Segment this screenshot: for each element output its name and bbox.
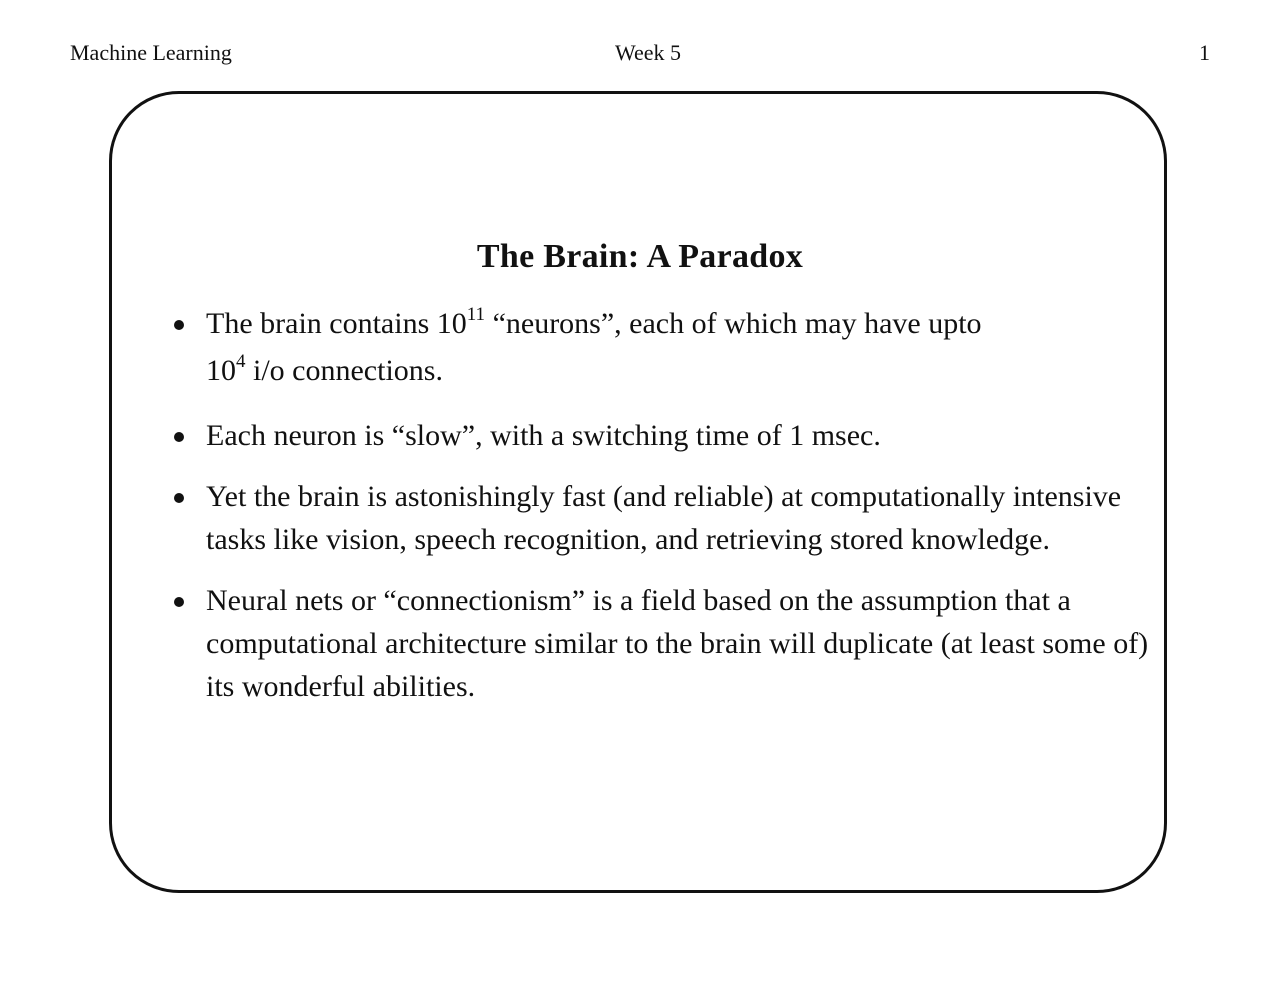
bullet-icon bbox=[174, 597, 184, 607]
bullet-connectionism bbox=[170, 579, 1150, 708]
bullet-neuron-count bbox=[170, 302, 1150, 396]
slide-title: The Brain: A Paradox bbox=[476, 238, 804, 275]
bullet-text: Each neuron is “slow”, with a switching time of 1 msec. bbox=[206, 419, 881, 452]
bullet-icon bbox=[174, 493, 184, 503]
bullet-text: The brain contains $10^{11}$ “neurons”, each of which may have upto $10^4$ i/o connections. bbox=[206, 304, 982, 387]
bullet-brain-fast bbox=[170, 475, 1150, 561]
course-title: Machine Learning bbox=[70, 40, 232, 65]
bullet-icon bbox=[174, 432, 184, 442]
bullet-list bbox=[170, 302, 1150, 726]
bullet-neuron-speed bbox=[170, 414, 1150, 457]
week-label: Week 5 bbox=[614, 40, 682, 65]
bullet-text: Neural nets or “connectionism” is a field based on the assumption that a computational architecture similar to the brain will duplicate (at least some of) its wonderful abilities. bbox=[206, 584, 1149, 703]
page-number: 1 bbox=[1199, 40, 1210, 65]
bullet-icon bbox=[174, 320, 184, 330]
page-header bbox=[70, 40, 1210, 70]
bullet-text: Yet the brain is astonishingly fast (and reliable) at computationally intensive tasks like vision, speech recognition, and retrieving stored knowledge. bbox=[206, 480, 1122, 556]
